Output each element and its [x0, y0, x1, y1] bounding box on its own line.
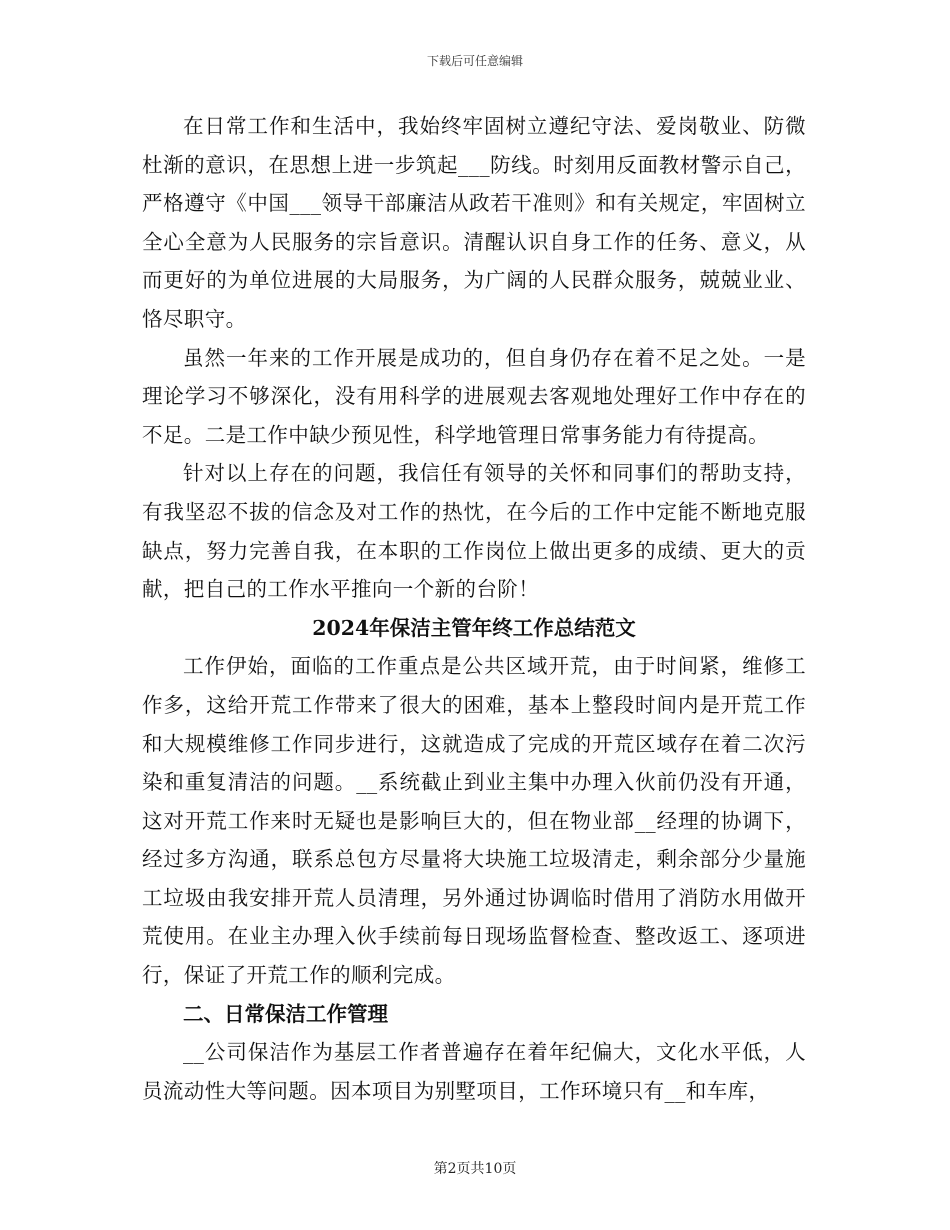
page-number: 第2页共10页 — [433, 1161, 517, 1177]
page-header: 下载后可任意编辑 — [426, 54, 523, 68]
paragraph-improvement: 针对以上存在的问题，我信任有领导的关怀和同事们的帮助支持，有我坚忍不拔的信念及对工作的热忱，在今后的工作中定能不断地克服缺点，努力完善自我，在本职的工作岗位上做出更多的成绩、更大的贡献，把自己的工作水平推向一个新的台阶！ — [142, 461, 806, 602]
paragraph-cleaning-start: 工作伊始，面临的工作重点是公共区域开荒，由于时间紧，维修工作多，这给开荒工作带来了很大的困难，基本上整段时间内是开荒工作和大规模维修工作同步进行，这就造成了完成的开荒区域存在着二次污染和重复清洁的问题。__系统截止到业主集中办理入伙前仍没有开通，这对开荒工作来时无疑也是影响巨大的，但在物业部__经理的协调下，经过多方沟通，联系总包方尽量将大块施工垃圾清走，剩余部分少量施工垃圾由我安排开荒人员清理，另外通过协调临时借用了消防水用做开荒使用。在业主办理入伙手续前每日现场监督检查、整改返工、逐项进行，保证了开荒工作的顺利完成。 — [142, 654, 806, 988]
subheading-daily-cleaning: 二、日常保洁工作管理 — [183, 1001, 388, 1026]
document-body — [142, 107, 806, 1110]
paragraph-discipline: 在日常工作和生活中，我始终牢固树立遵纪守法、爱岗敬业、防微杜渐的意识，在思想上进一步筑起___防线。时刻用反面教材警示自己，严格遵守《中国___领导干部廉洁从政若干准则》和有关规定，牢固树立全心全意为人民服务的宗旨意识。清醒认识自身工作的任务、意义，从而更好的为单位进展的大局服务，为广阔的人民群众服务，兢兢业业、恪尽职守。 — [142, 114, 806, 331]
paragraph-staff: __公司保洁作为基层工作者普遍存在着年纪偏大，文化水平低，人员流动性大等问题。因本项目为别墅项目，工作环境只有__和车库， — [142, 1040, 806, 1103]
section-title: 2024年保洁主管年终工作总结范文 — [312, 615, 636, 640]
paragraph-shortcomings: 虽然一年来的工作开展是成功的，但自身仍存在着不足之处。一是理论学习不够深化，没有用科学的进展观去客观地处理好工作中存在的不足。二是工作中缺少预见性，科学地管理日常事务能力有待提高。 — [142, 345, 806, 447]
